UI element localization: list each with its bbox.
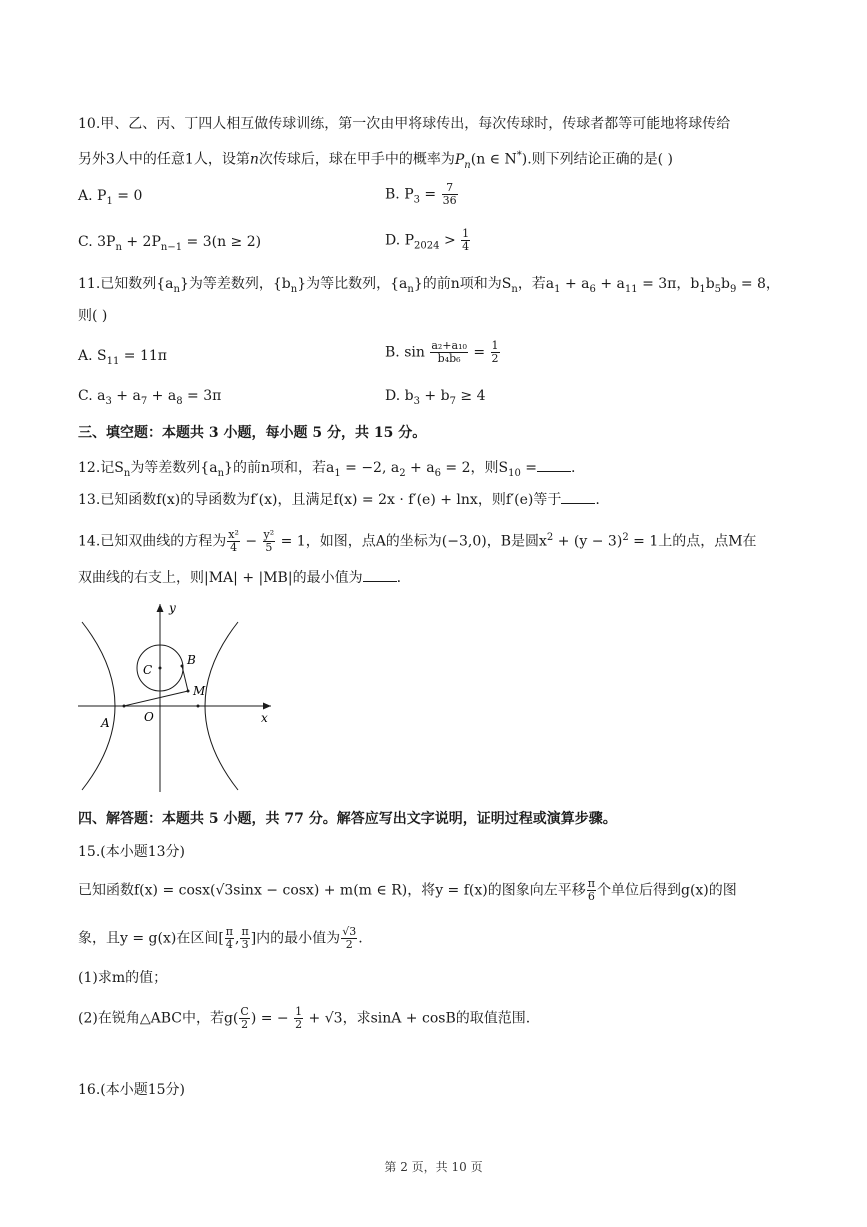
label-m: M	[193, 684, 206, 698]
label-y: y	[169, 601, 176, 615]
q10-text-b: 次传球后，球在甲手中的概率为	[258, 151, 455, 168]
q10-line1: 10.甲、乙、丙、丁四人相互做传球训练，第一次由甲将球传出，每次传球时，传球者都等可能地将球传给	[78, 116, 731, 132]
segment-am	[124, 691, 188, 706]
focus-right-point	[197, 705, 200, 708]
point-b	[181, 665, 184, 668]
q11-option-c: C. $a_3 + a_7 + a_8 = 3\pi$	[78, 388, 222, 407]
q15-header: 15.(本小题13分)	[78, 844, 186, 860]
q10-option-d: D. $P_{2024}$ > $\frac{1}{4}$	[385, 227, 470, 253]
x-axis-arrow	[263, 703, 271, 710]
section-solution-heading: 四、解答题：本题共 5 小题，共 77 分。解答应写出文字说明，证明过程或演算步骤。	[78, 811, 617, 827]
q15-line1: 已知函数f(x) = cosx(√3sinx − cosx) + m(m ∈ R)，将y = f(x)的图象向左平移 $\frac{\pi}{6}$ 个单位后得到g(x)的图	[78, 877, 737, 903]
q10-text-d: ).则下列结论正确的是( )	[521, 151, 674, 168]
section-fill-in-heading: 三、填空题：本题共 3 小题，每小题 5 分，共 15 分。	[78, 425, 427, 441]
q10-text-c: (n ∈ N	[470, 151, 517, 168]
q10-n: n	[249, 151, 259, 168]
q13-answer-blank[interactable]	[561, 491, 595, 504]
q10-option-c: C. $3P_n + 2P_{n-1} = 3(n \ge 2)$	[78, 234, 262, 253]
label-a: A	[101, 716, 110, 730]
q16-header: 16.(本小题15分)	[78, 1082, 186, 1098]
q11-option-b: B. sin $\frac{\text{a₂+a₁₀}}{\text{b₄b₆}}$ = $\frac{1}{2}$	[385, 339, 499, 365]
label-o: O	[144, 710, 154, 724]
q10-Pn: $P_n$	[454, 151, 471, 171]
point-a	[123, 705, 126, 708]
q14-line2: 双曲线的右支上，则|MA| + |MB|的最小值为 .	[78, 570, 402, 586]
q12-line: 12.记$S_n$为等差数列$\{a_n\}$的前n项和，若$a_1 = -2$, $a_2 + a_6 = 2$，则$S_{10}$ = .	[78, 460, 576, 479]
q11-option-d: D. $b_3 + b_7 \ge 4$	[385, 388, 486, 407]
q10-option-b: B. $P_3$ = $\frac{7}{36}$	[385, 181, 457, 207]
y-axis-arrow	[157, 604, 164, 612]
page-footer: 第 2 页，共 10 页	[384, 1160, 483, 1174]
q12-answer-blank[interactable]	[537, 459, 571, 472]
point-m	[187, 690, 190, 693]
q14-line1: 14.已知双曲线的方程为 $\frac{\text{x²}}{4}$ − $\frac{\text{y²}}{5}$ = 1，如图，点A的坐标为(−3,0)，B是圆$x^2 + (y - 3)^2 = 1$上的点，点M在	[78, 528, 757, 555]
label-x: x	[261, 711, 268, 725]
q15-line2: 象，且y = g(x)在区间[ $\frac{\pi}{4}$ , $\frac{\pi}{3}$ ]内的最小值为 $\frac{√3}{2}$ .	[78, 925, 363, 951]
q13-line: 13.已知函数f(x)的导函数为f′(x)，且满足f(x) = 2x · f′(e) + lnx，则f′(e)等于 .	[78, 492, 600, 508]
label-b: B	[187, 653, 196, 667]
q11-line1: 11.已知数列$\{a_n\}$为等差数列，$\{b_n\}$为等比数列，$\{a_n\}$的前n项和为$S_n$，若$a_1 + a_6 + a_{11} = 3\pi$，$b_1b_5b_9 = 8$，	[78, 276, 780, 295]
q15-part1: (1)求m的值；	[78, 970, 168, 986]
q11-line2: 则( )	[78, 308, 108, 324]
q10-text-a: 另外3人中的任意1人，设第	[78, 151, 250, 168]
hyperbola-figure	[76, 598, 276, 794]
q10-line2: 另外3人中的任意1人，设第n次传球后，球在甲手中的概率为$P_n(n$ ∈ N*).则下列结论正确的是( )	[78, 150, 674, 171]
segment-mb	[182, 666, 188, 691]
q11-option-a: A. $S_{11} = 11\pi$	[78, 348, 167, 367]
q14-answer-blank[interactable]	[363, 569, 397, 582]
center-c-point	[159, 667, 162, 670]
q10-option-a: A. $P_1 = 0$	[78, 188, 143, 207]
label-c: C	[143, 663, 153, 677]
q15-part2: (2)在锐角△ABC中，若g( $\frac{C}{2}$ ) = − $\frac{1}{2}$ + √3，求sinA + cosB的取值范围.	[78, 1005, 531, 1031]
